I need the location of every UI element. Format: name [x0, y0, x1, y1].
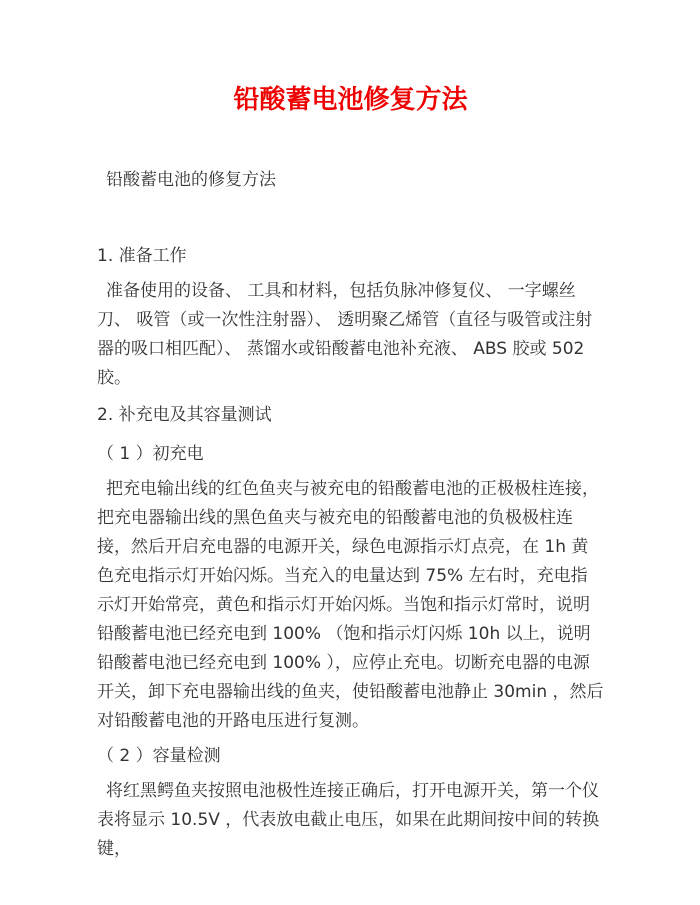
paragraph-preparation-equipment: 准备使用的设备、 工具和材料，包括负脉冲修复仪、 一字螺丝刀、 吸管（或一次性注射器）、 透明聚乙烯管（直径与吸管或注射器的吸口相匹配）、 蒸馏水或铅酸蓄电池补充液、 ABS 胶或 502 胶。	[97, 281, 593, 388]
section-heading-recharge-capacity-test: 2. 补充电及其容量测试	[97, 405, 272, 425]
subsection-heading-capacity-detection: （ 2 ）容量检测	[97, 746, 221, 766]
subsection-heading-initial-charge: （ 1 ）初充电	[97, 444, 204, 464]
document-subtitle: 铅酸蓄电池的修复方法	[106, 170, 276, 190]
paragraph-initial-charge: 把充电输出线的红色鱼夹与被充电的铅酸蓄电池的正极极柱连接，把充电器输出线的黑色鱼夹与被充电的铅酸蓄电池的负极极柱连接，然后开启充电器的电源开关，绿色电源指示灯点亮，在 1h 黄色充电指示灯开始闪烁。当充入的电量达到 75% 左右时，充电指示灯开始常亮，黄色和指示灯开始闪烁。当饱和指示灯常时，说明铅酸蓄电池已经充电到 100% （饱和指示灯闪烁 10h 以上，说明铅酸蓄电池已经充电到 100% ），应停止充电。切断充电器的电源开关，卸下充电器输出线的鱼夹，使铅酸蓄电池静止 30min ，然后对铅酸蓄电池的开路电压进行复测。	[97, 479, 604, 731]
paragraph-capacity-detection: 将红黑鳄鱼夹按照电池极性连接正确后，打开电源开关，第一个仪表将显示 10.5V ，代表放电截止电压，如果在此期间按中间的转换键，	[97, 781, 600, 859]
section-heading-preparation: 1. 准备工作	[97, 246, 187, 266]
document-title: 铅酸蓄电池修复方法	[233, 85, 468, 115]
